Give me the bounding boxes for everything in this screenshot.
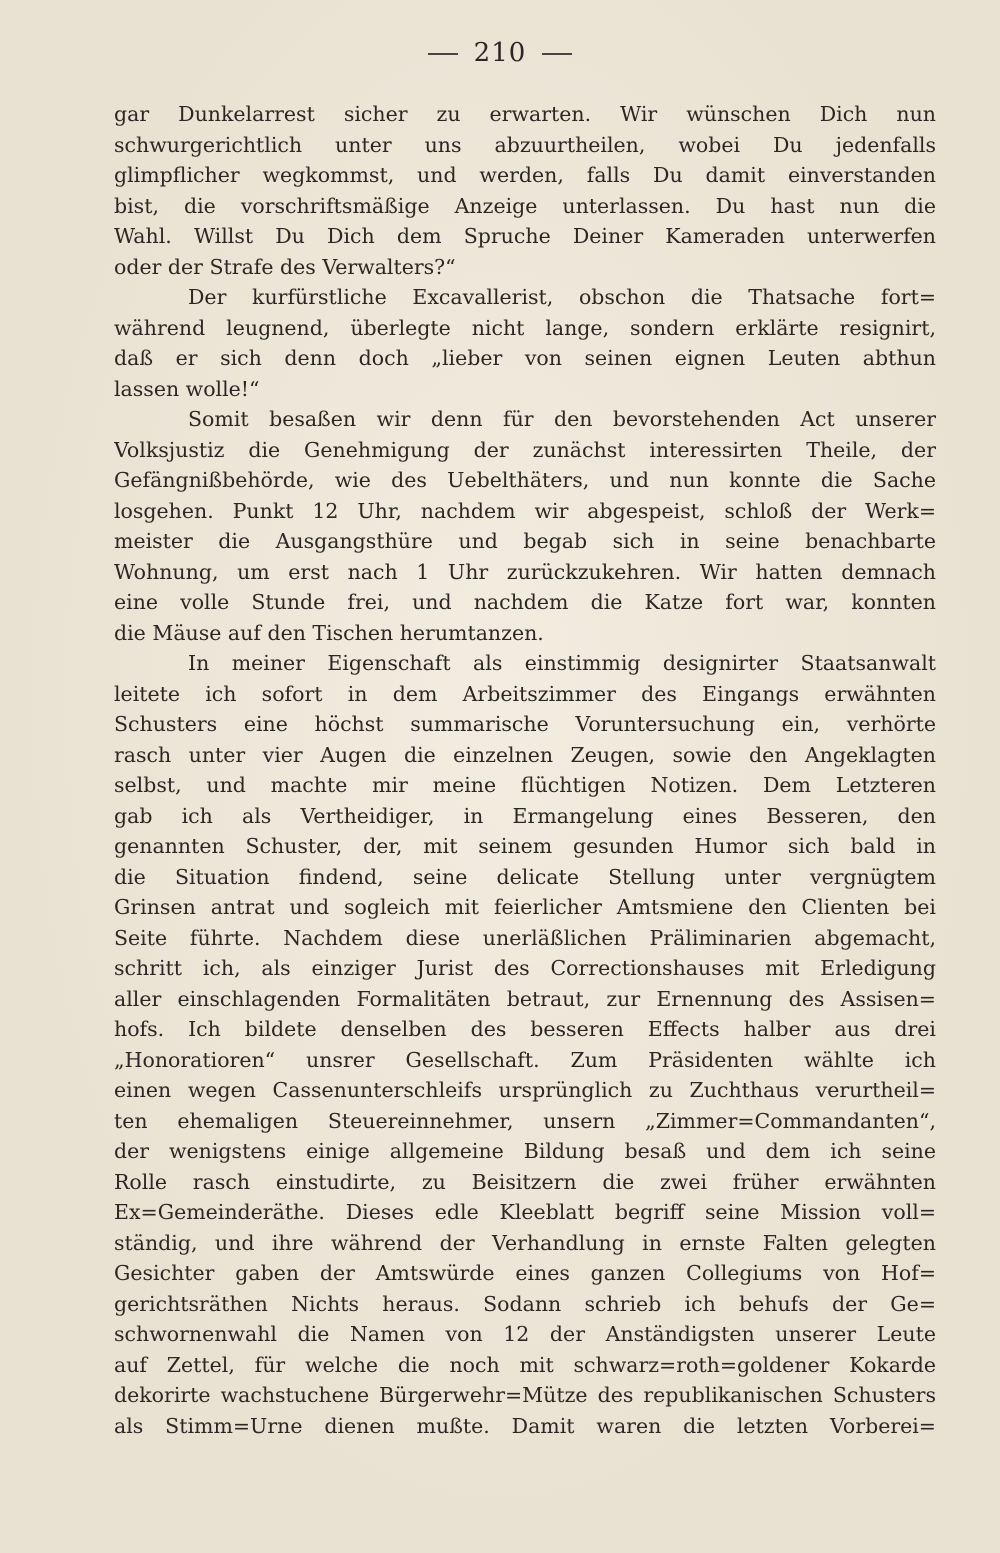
text-line: Rolle rasch einstudirte, zu Beisitzern die zwei früher erwähnten: [114, 1169, 936, 1194]
text-line: Der kurfürstliche Excavallerist, obschon die Thatsache fort=: [188, 285, 936, 309]
text-line: Grinsen antrat und sogleich mit feierlicher Amtsmiene den Clienten bei: [114, 895, 936, 919]
text-line: Seite führte. Nachdem diese unerläßlichen Präliminarien abgemacht,: [114, 925, 936, 950]
text-line: schritt ich, als einziger Jurist des Correctionshauses mit Erledigung: [114, 956, 936, 980]
text-line: Ex=Gemeinderäthe. Dieses edle Kleeblatt begriff seine Mission voll=: [114, 1200, 936, 1224]
text-line: gerichtsräthen Nichts heraus. Sodann schrieb ich behufs der Ge=: [114, 1291, 936, 1316]
text-line: schwornenwahl die Namen von 12 der Anständigsten unserer Leute: [114, 1322, 936, 1346]
text-line: losgehen. Punkt 12 Uhr, nachdem wir abgespeist, schloß der Werk=: [114, 498, 936, 523]
text-line: die Situation findend, seine delicate Stellung unter vergnügtem: [114, 864, 936, 889]
text-line: ten ehemaligen Steuereinnehmer, unsern „Zimmer=Commandanten“,: [114, 1108, 936, 1133]
text-line: gab ich als Vertheidiger, in Ermangelung eines Besseren, den: [114, 803, 936, 828]
text-line: Wohnung, um erst nach 1 Uhr zurückzukehren. Wir hatten demnach: [114, 559, 936, 584]
header-dash-left: [428, 53, 458, 55]
text-line: einen wegen Cassenunterschleifs ursprünglich zu Zuchthaus verurtheil=: [114, 1078, 936, 1102]
text-line: Gesichter gaben der Amtswürde eines ganzen Collegiums von Hof=: [114, 1261, 936, 1285]
text-line: aller einschlagenden Formalitäten betraut, zur Ernennung des Assisen=: [114, 986, 936, 1011]
text-line: ständig, und ihre während der Verhandlung in ernste Falten gelegten: [114, 1230, 936, 1255]
text-line: leitete ich sofort in dem Arbeitszimmer des Eingangs erwähnten: [114, 681, 936, 706]
text-line: In meiner Eigenschaft als einstimmig designirter Staatsanwalt: [188, 651, 936, 675]
text-line: „Honoratioren“ unsrer Gesellschaft. Zum Präsidenten wählte ich: [114, 1047, 936, 1072]
text-line: eine volle Stunde frei, und nachdem die Katze fort war, konnten: [114, 590, 936, 614]
text-line: der wenigstens einige allgemeine Bildung besaß und dem ich seine: [114, 1139, 936, 1163]
text-line: als Stimm=Urne dienen mußte. Damit waren die letzten Vorberei=: [114, 1413, 936, 1438]
text-line: Wahl. Willst Du Dich dem Spruche Deiner Kameraden unterwerfen: [114, 224, 936, 248]
text-line: lassen wolle!“: [114, 376, 260, 401]
text-line: rasch unter vier Augen die einzelnen Zeugen, sowie den Angeklagten: [114, 742, 936, 767]
text-line: genannten Schuster, der, mit seinem gesunden Humor sich bald in: [114, 834, 936, 858]
text-line: auf Zettel, für welche die noch mit schwarz=roth=goldener Kokarde: [114, 1352, 936, 1377]
text-line: meister die Ausgangsthüre und begab sich in seine benachbarte: [114, 529, 936, 553]
text-line: selbst, und machte mir meine flüchtigen Notizen. Dem Letzteren: [114, 773, 936, 797]
page-header: [0, 38, 1000, 68]
text-line: während leugnend, überlegte nicht lange, sondern erklärte resignirt,: [114, 315, 936, 340]
text-line: glimpflicher wegkommst, und werden, falls Du damit einverstanden: [114, 163, 936, 187]
text-line: oder der Strafe des Verwalters?“: [114, 254, 456, 279]
page-number: 210: [473, 38, 527, 68]
text-line: bist, die vorschriftsmäßige Anzeige unterlassen. Du hast nun die: [114, 193, 936, 218]
text-line: daß er sich denn doch „lieber von seinen eignen Leuten abthun: [114, 346, 936, 370]
text-line: hofs. Ich bildete denselben des besseren Effects halber aus drei: [114, 1017, 936, 1041]
text-line: gar Dunkelarrest sicher zu erwarten. Wir wünschen Dich nun: [114, 102, 936, 126]
header-dash-right: [542, 53, 572, 55]
text-line: Schusters eine höchst summarische Voruntersuchung ein, verhörte: [114, 712, 936, 736]
body-text: [114, 99, 936, 1441]
text-line: schwurgerichtlich unter uns abzuurtheilen, wobei Du jedenfalls: [114, 132, 936, 157]
text-line: Volksjustiz die Genehmigung der zunächst interessirten Theile, der: [114, 437, 936, 462]
text-line: Somit besaßen wir denn für den bevorstehenden Act unserer: [188, 407, 936, 431]
text-line: die Mäuse auf den Tischen herumtanzen.: [114, 620, 544, 645]
text-line: Gefängnißbehörde, wie des Uebelthäters, und nun konnte die Sache: [114, 468, 936, 492]
text-line: dekorirte wachstuchene Bürgerwehr=Mütze des republikanischen Schusters: [114, 1383, 936, 1407]
